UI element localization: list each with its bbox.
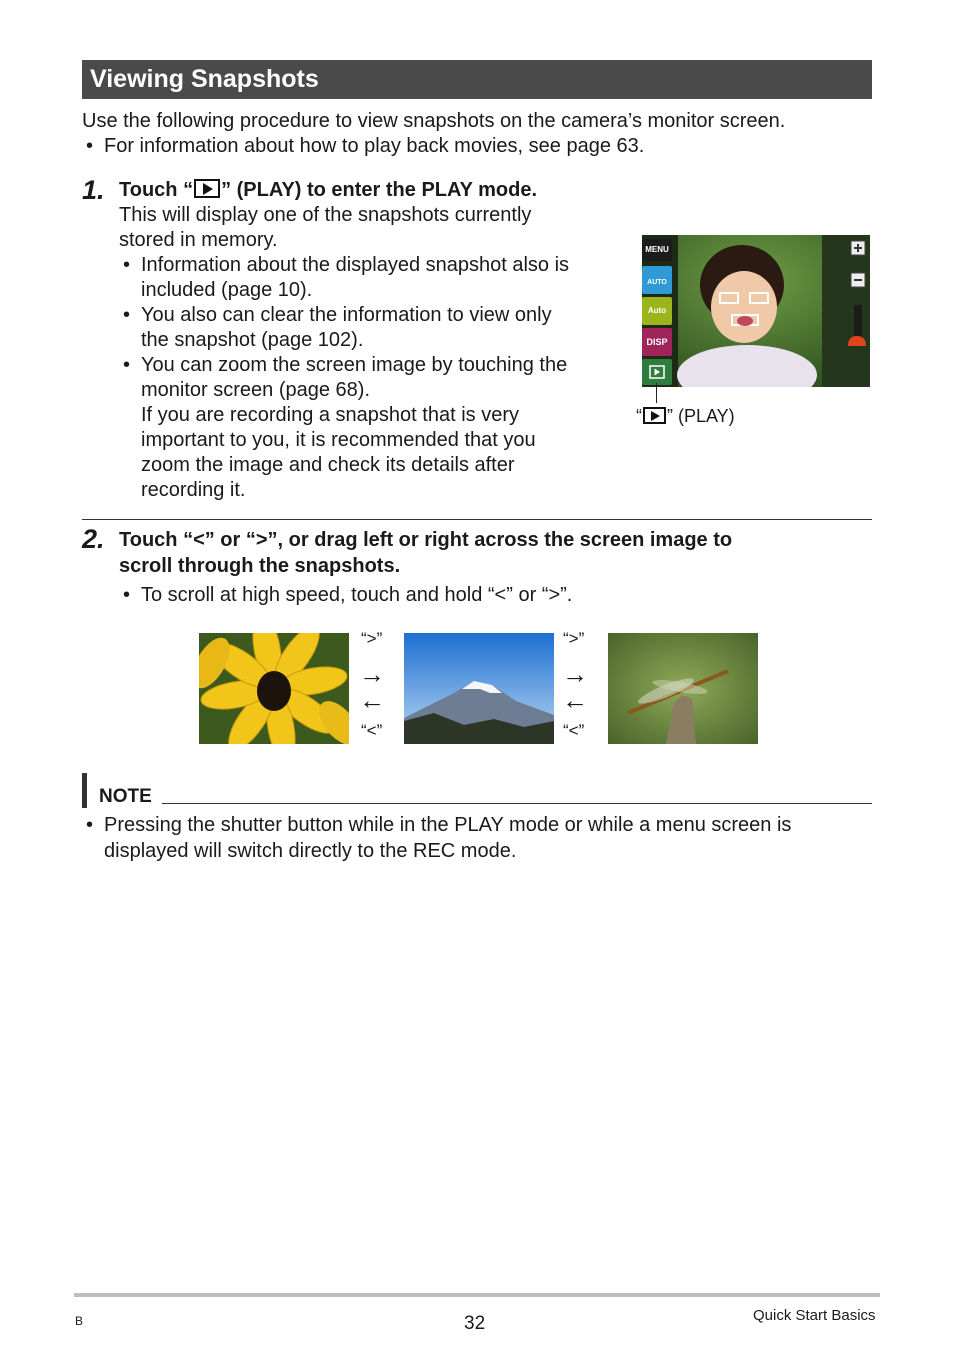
left-arrow-icon: ←	[562, 685, 588, 715]
step-2-bullet: To scroll at high speed, touch and hold “<” or “>”.	[141, 584, 573, 606]
footer-rule	[74, 1293, 880, 1297]
menu-button[interactable]: MENU	[642, 239, 672, 261]
step-1-bullet-3-line-6: recording it.	[141, 479, 246, 501]
note-rule	[162, 803, 872, 804]
step-1-bullet-dot: •	[123, 254, 131, 276]
footer-left: B	[75, 1314, 84, 1328]
play-caption: “ ” (PLAY)	[636, 406, 735, 426]
next-label-2: “>”	[563, 629, 585, 648]
page-number: 32	[464, 1313, 486, 1334]
step-1-bullet-3-line-5: zoom the image and check its details after	[141, 454, 515, 476]
intro-text: Use the following procedure to view snapshots on the camera’s monitor screen.	[82, 110, 786, 132]
intro-bullet-dot: •	[86, 135, 94, 157]
left-arrow-icon: ←	[359, 685, 385, 715]
step-1-bullet-3-line-1: You can zoom the screen image by touching the	[141, 354, 568, 376]
intro-bullet: For information about how to play back movies, see page 63.	[104, 135, 645, 157]
step-1-bullet-3-line-3: If you are recording a snapshot that is very	[141, 404, 519, 426]
zoom-controls[interactable]	[848, 239, 868, 297]
disp-button[interactable]: DISP	[642, 328, 672, 356]
auto-button[interactable]: Auto	[642, 297, 672, 325]
step-1-bullet-1-line-1: Information about the displayed snapshot also is	[141, 254, 570, 276]
play-icon	[642, 359, 672, 385]
step-1-bullet-3-line-4: important to you, it is recommended that you	[141, 429, 536, 451]
play-icon	[194, 179, 220, 198]
next-label-1: “>”	[361, 629, 383, 648]
auto-mode-button[interactable]: AUTO	[642, 266, 672, 294]
sunflower-photo	[199, 633, 349, 744]
step-1-bullet-2-line-1: You also can clear the information to view only	[141, 304, 552, 326]
step-2-number: 2.	[82, 524, 105, 554]
camera-screen-image	[642, 235, 870, 387]
step-1-bullet-1-line-2: included (page 10).	[141, 279, 313, 301]
step-divider	[82, 519, 872, 520]
step-1-bullet-2-line-2: the snapshot (page 102).	[141, 329, 364, 351]
step-1-desc-line-1: This will display one of the snapshots currently	[119, 204, 532, 226]
prev-label-2: “<”	[563, 721, 585, 740]
note-text-line-1: Pressing the shutter button while in the PLAY mode or while a menu screen is	[104, 814, 792, 836]
play-button[interactable]	[642, 359, 672, 385]
play-icon	[643, 407, 666, 424]
dragonfly-photo	[608, 633, 758, 744]
right-arrow-icon: →	[359, 659, 385, 689]
step-1-number: 1.	[82, 175, 105, 205]
note-label: NOTE	[99, 786, 152, 807]
step-2-heading-line-1: Touch “<” or “>”, or drag left or right across the screen image to	[119, 529, 733, 551]
note-text-line-2: displayed will switch directly to the REC mode.	[104, 840, 517, 862]
footer-section: Quick Start Basics	[753, 1307, 876, 1324]
mountain-photo	[404, 633, 554, 744]
step-1-bullet-3-line-2: monitor screen (page 68).	[141, 379, 371, 401]
step-1-desc-line-2: stored in memory.	[119, 229, 278, 251]
camera-screen-photo	[642, 235, 870, 387]
section-title: Viewing Snapshots	[90, 65, 319, 93]
shutter-icon[interactable]	[845, 330, 869, 352]
note-marker	[82, 773, 87, 808]
step-1-bullet-dot: •	[123, 304, 131, 326]
prev-label-1: “<”	[361, 721, 383, 740]
step-1-bullet-dot: •	[123, 354, 131, 376]
step-2-bullet-dot: •	[123, 584, 131, 606]
step-2-heading-line-2: scroll through the snapshots.	[119, 555, 401, 577]
note-bullet-dot: •	[86, 814, 94, 836]
caption-leader-line	[656, 383, 657, 403]
step-1-heading: Touch “ ” (PLAY) to enter the PLAY mode.	[119, 179, 538, 201]
right-arrow-icon: →	[562, 659, 588, 689]
